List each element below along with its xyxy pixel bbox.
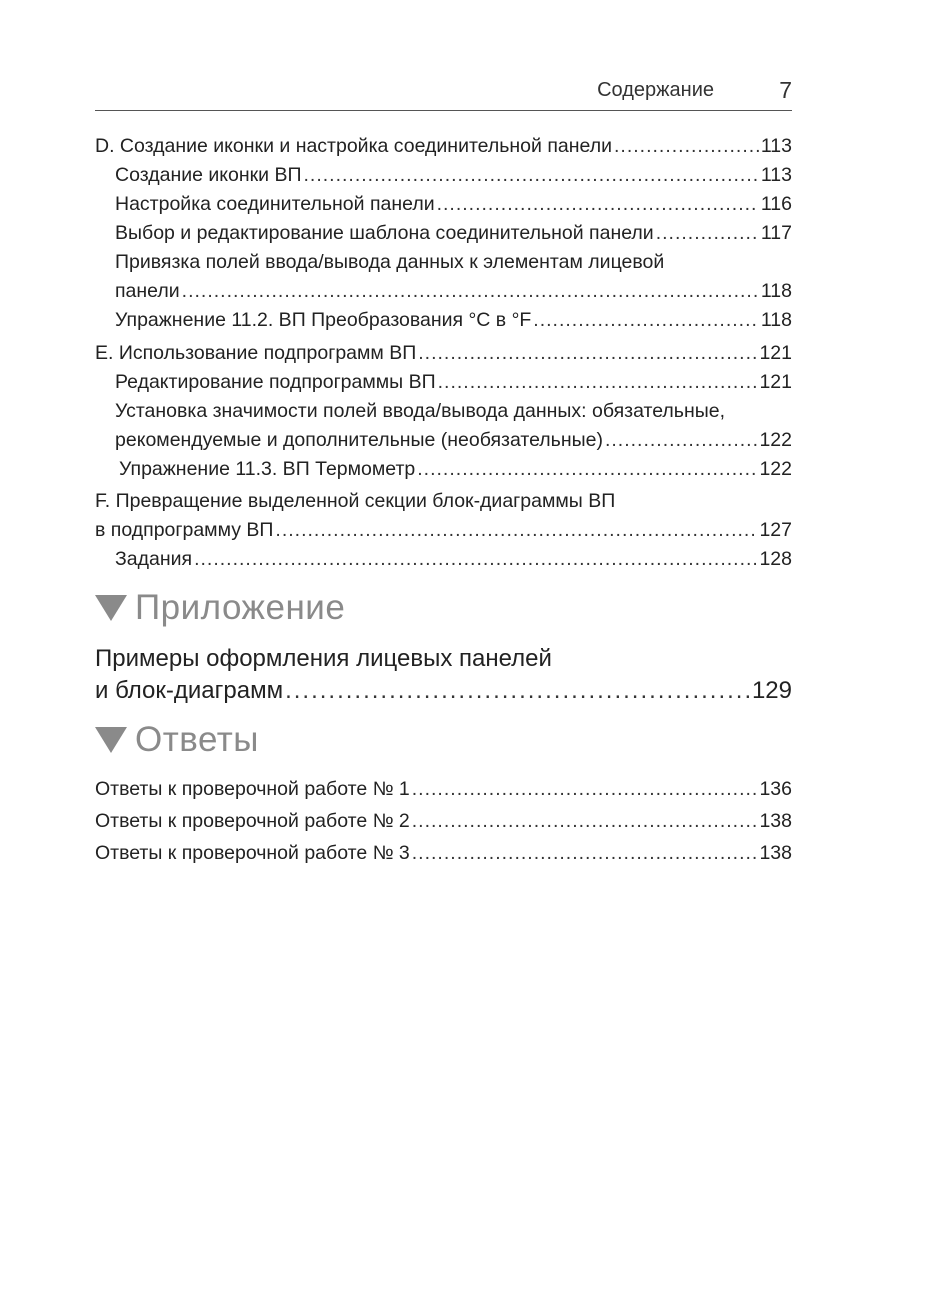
- answers-heading: Ответы: [95, 720, 259, 760]
- answers-entry[interactable]: Ответы к проверочной работе № 2 ..... 138: [95, 807, 792, 836]
- triangle-down-icon: [95, 595, 127, 621]
- answers-entry[interactable]: Ответы к проверочной работе № 1 ..... 136: [95, 775, 792, 804]
- answers-entry[interactable]: Ответы к проверочной работе № 3 ..... 138: [95, 839, 792, 868]
- triangle-down-icon: [95, 727, 127, 753]
- toc-entry-line[interactable]: Привязка полей ввода/вывода данных к элементам лицевой: [115, 251, 665, 273]
- toc-entry[interactable]: E. Использование подпрограмм ВП ..... 121: [95, 339, 792, 368]
- toc-entry-line[interactable]: F. Превращение выделенной секции блок-диаграммы ВП: [95, 490, 616, 512]
- toc-entry[interactable]: Выбор и редактирование шаблона соединительной панели ..... 117: [115, 219, 792, 248]
- appendix-heading: Приложение: [95, 588, 345, 628]
- toc-entry[interactable]: Редактирование подпрограммы ВП ..... 121: [115, 368, 792, 397]
- appendix-entry[interactable]: и блок-диаграмм ..... 129: [95, 674, 792, 708]
- toc-entry[interactable]: в подпрограмму ВП ..... 127: [95, 516, 792, 545]
- toc-entry[interactable]: Задания ..... 128: [115, 545, 792, 574]
- toc-entry[interactable]: Настройка соединительной панели ..... 116: [115, 190, 792, 219]
- toc-entry[interactable]: Упражнение 11.3. ВП Термометр ..... 122: [119, 455, 792, 484]
- toc-entry[interactable]: панели ..... 118: [115, 277, 792, 306]
- toc-entry[interactable]: рекомендуемые и дополнительные (необязательные) ..... 122: [115, 426, 792, 455]
- toc-entry[interactable]: Создание иконки ВП ..... 113: [115, 161, 792, 190]
- header-section-title: Содержание: [597, 79, 714, 101]
- toc-entry[interactable]: D. Создание иконки и настройка соединительной панели ..... 113: [95, 132, 792, 161]
- header-page-number: 7: [779, 77, 792, 103]
- appendix-entry-line[interactable]: Примеры оформления лицевых панелей: [95, 645, 552, 672]
- toc-entry[interactable]: Упражнение 11.2. ВП Преобразования °C в °F ..... 118: [115, 306, 792, 335]
- toc-entry-line[interactable]: Установка значимости полей ввода/вывода данных: обязательные,: [115, 400, 726, 422]
- running-header: [95, 76, 792, 111]
